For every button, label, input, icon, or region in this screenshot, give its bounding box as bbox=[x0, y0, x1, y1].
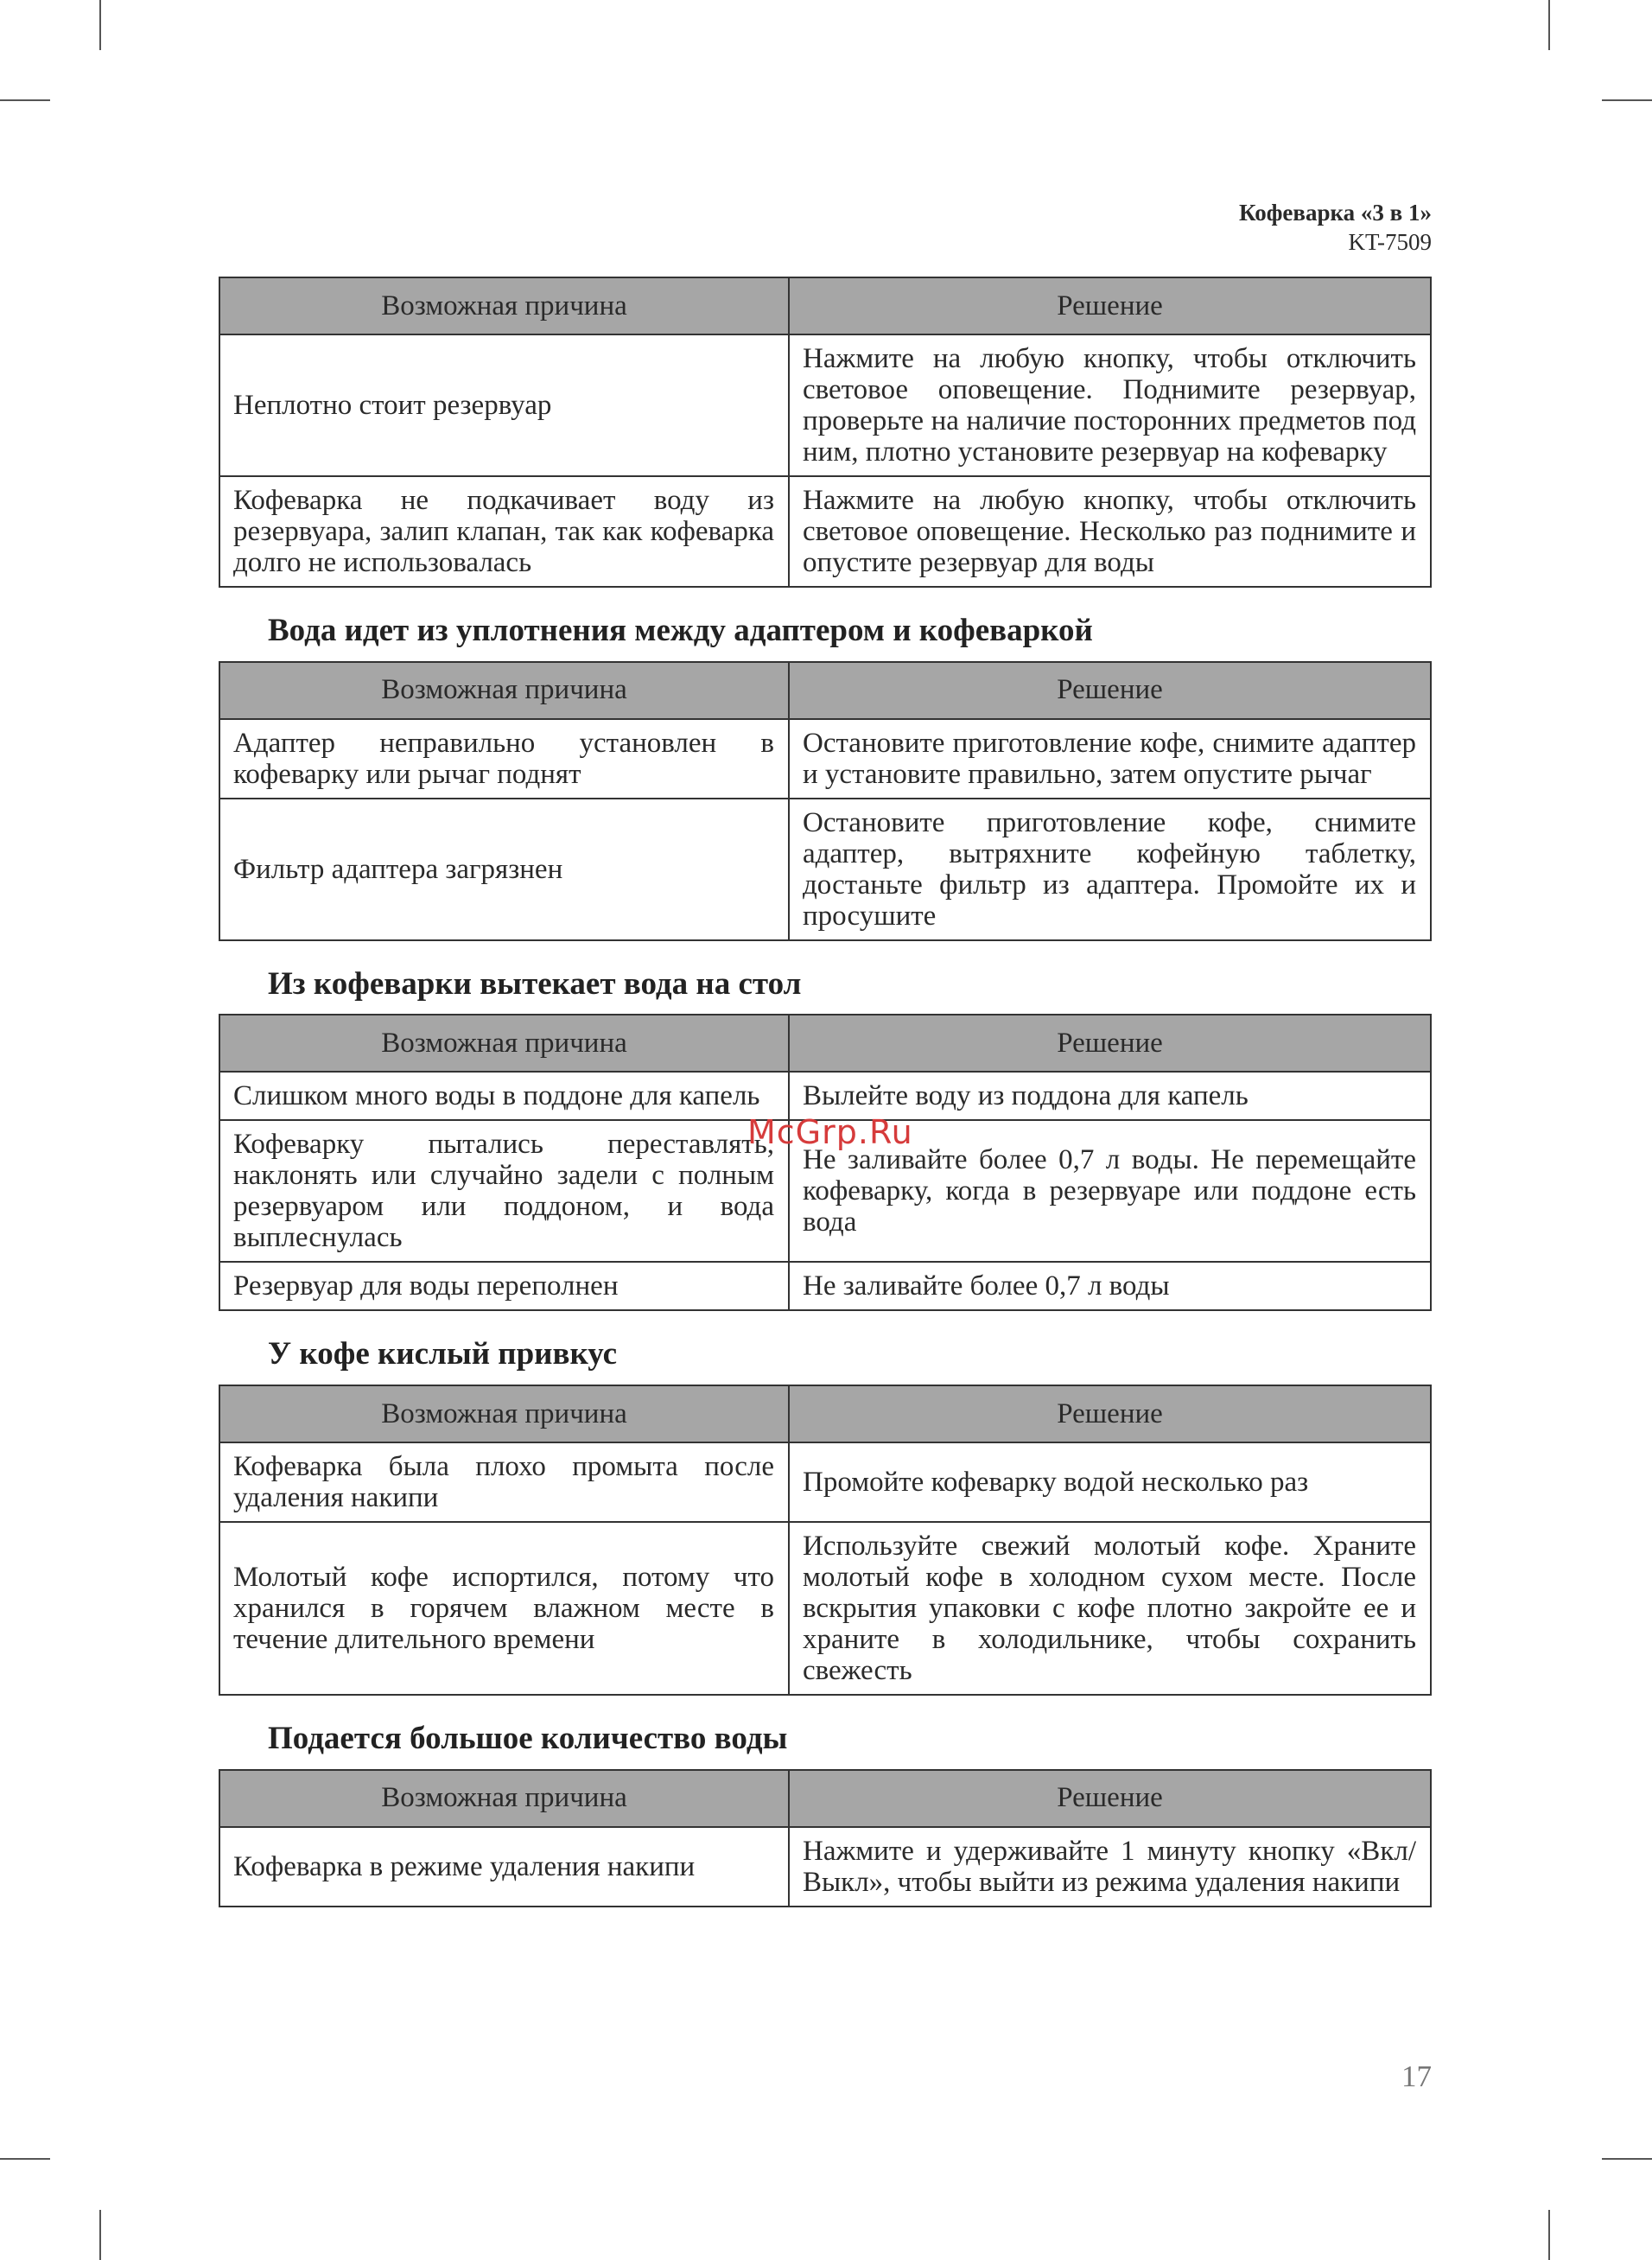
solution-cell: Используйте свежий молотый кофе. Храните молотый кофе в холодном сухом месте. После вскрытия упаковки с кофе плотно закройте ее и храните в холодильнике, чтобы сохранить свежесть bbox=[789, 1522, 1431, 1695]
table-row bbox=[219, 719, 1431, 799]
table-header-row bbox=[219, 662, 1431, 719]
section-heading: Из кофеварки вытекает вода на стол bbox=[268, 965, 802, 1002]
crop-mark bbox=[1602, 99, 1652, 101]
column-header-cause: Возможная причина bbox=[219, 1385, 789, 1442]
solution-cell: Нажмите и удерживайте 1 минуту кнопку «Вкл/Выкл», чтобы выйти из режима удаления накипи bbox=[789, 1827, 1431, 1907]
troubleshooting-table bbox=[219, 1385, 1432, 1696]
solution-cell: Вылейте воду из поддона для капель bbox=[789, 1072, 1431, 1120]
solution-cell: Промойте кофеварку водой несколько раз bbox=[789, 1442, 1431, 1522]
page-number: 17 bbox=[1401, 2059, 1432, 2093]
crop-mark bbox=[1602, 2158, 1652, 2160]
column-header-solution: Решение bbox=[789, 1770, 1431, 1827]
troubleshooting-content bbox=[219, 277, 1430, 1907]
cause-cell: Слишком много воды в поддоне для капель bbox=[219, 1072, 789, 1120]
solution-cell: Остановите приготовление кофе, снимите адаптер, вытряхните кофейную таблетку, достаньте фильтр из адаптера. Промойте их и просушите bbox=[789, 799, 1431, 940]
section-heading: Подается большое количество воды bbox=[268, 1721, 788, 1757]
crop-mark bbox=[0, 99, 50, 101]
column-header-cause: Возможная причина bbox=[219, 1770, 789, 1827]
table-header-row bbox=[219, 1385, 1431, 1442]
table-row bbox=[219, 334, 1431, 476]
column-header-cause: Возможная причина bbox=[219, 1015, 789, 1072]
section-heading: У кофе кислый привкус bbox=[268, 1336, 618, 1372]
crop-mark bbox=[0, 2158, 50, 2160]
table-header-row bbox=[219, 1015, 1431, 1072]
table-row bbox=[219, 1522, 1431, 1695]
solution-cell: Нажмите на любую кнопку, чтобы отключить световое оповещение. Несколько раз поднимите и опустите резервуар для воды bbox=[789, 476, 1431, 587]
table-row bbox=[219, 476, 1431, 587]
table-row bbox=[219, 1262, 1431, 1310]
cause-cell: Кофеварка в режиме удаления накипи bbox=[219, 1827, 789, 1907]
cause-cell: Кофеварку пытались переставлять, наклонять или случайно задели с полным резервуаром или поддоном, и вода выплеснулась bbox=[219, 1120, 789, 1262]
solution-cell: Остановите приготовление кофе, снимите адаптер и установите правильно, затем опустите рычаг bbox=[789, 719, 1431, 799]
column-header-cause: Возможная причина bbox=[219, 662, 789, 719]
cause-cell: Адаптер неправильно установлен в кофеварку или рычаг поднят bbox=[219, 719, 789, 799]
column-header-solution: Решение bbox=[789, 1385, 1431, 1442]
cause-cell: Кофеварка была плохо промыта после удаления накипи bbox=[219, 1442, 789, 1522]
watermark: McGrp.Ru bbox=[747, 1113, 913, 1151]
column-header-solution: Решение bbox=[789, 277, 1431, 334]
cause-cell: Фильтр адаптера загрязнен bbox=[219, 799, 789, 940]
table-header-row bbox=[219, 1770, 1431, 1827]
table-row bbox=[219, 1827, 1431, 1907]
product-title: Кофеварка «3 в 1» bbox=[1239, 200, 1432, 226]
page-header bbox=[1239, 199, 1432, 258]
cause-cell: Резервуар для воды переполнен bbox=[219, 1262, 789, 1310]
column-header-cause: Возможная причина bbox=[219, 277, 789, 334]
cause-cell: Молотый кофе испортился, потому что хранился в горячем влажном месте в течение длительного времени bbox=[219, 1522, 789, 1695]
column-header-solution: Решение bbox=[789, 1015, 1431, 1072]
section-heading: Вода идет из уплотнения между адаптером и кофеваркой bbox=[268, 613, 1093, 648]
crop-mark bbox=[1548, 2210, 1550, 2260]
troubleshooting-table bbox=[219, 1769, 1432, 1907]
table-row bbox=[219, 799, 1431, 940]
cause-cell: Кофеварка не подкачивает воду из резервуара, залип клапан, так как кофеварка долго не использовалась bbox=[219, 476, 789, 587]
troubleshooting-table bbox=[219, 661, 1432, 941]
crop-mark bbox=[99, 0, 101, 50]
solution-cell: Нажмите на любую кнопку, чтобы отключить световое оповещение. Поднимите резервуар, проверьте на наличие посторонних предметов под ним, плотно установите резервуар на кофеварку bbox=[789, 334, 1431, 476]
solution-cell: Не заливайте более 0,7 л воды. Не перемещайте кофеварку, когда в резервуаре или поддоне есть вода bbox=[789, 1120, 1431, 1262]
table-row bbox=[219, 1442, 1431, 1522]
troubleshooting-table bbox=[219, 277, 1432, 588]
crop-mark bbox=[99, 2210, 101, 2260]
cause-cell: Неплотно стоит резервуар bbox=[219, 334, 789, 476]
column-header-solution: Решение bbox=[789, 662, 1431, 719]
crop-mark bbox=[1548, 0, 1550, 50]
table-header-row bbox=[219, 277, 1431, 334]
solution-cell: Не заливайте более 0,7 л воды bbox=[789, 1262, 1431, 1310]
troubleshooting-table bbox=[219, 1014, 1432, 1311]
product-model: KT-7509 bbox=[1348, 228, 1432, 255]
